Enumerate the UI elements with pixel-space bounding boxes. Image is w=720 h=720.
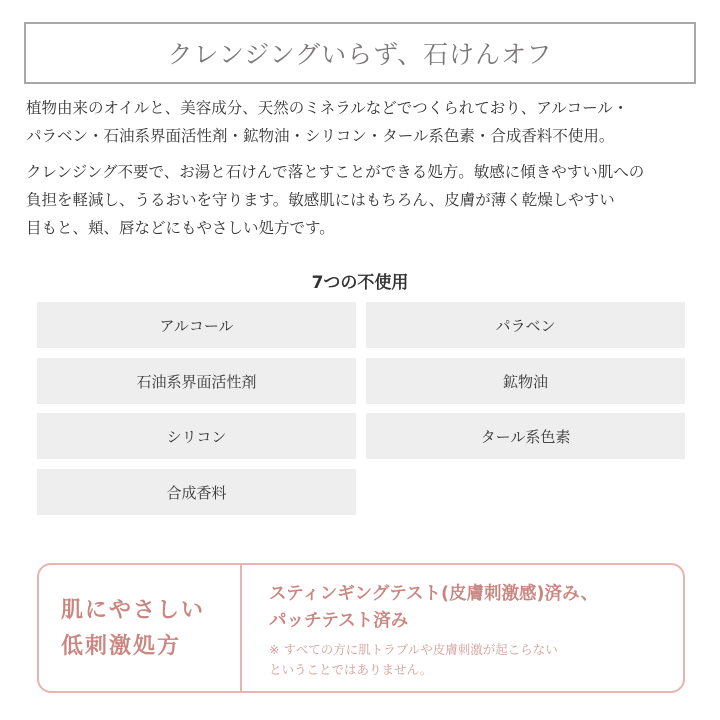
promo-headline-line: 肌にやさしい (61, 598, 206, 623)
low-irritation-box (37, 563, 685, 693)
intro-paragraph-2 (26, 158, 698, 242)
intro-line: 負担を軽減し、うるおいを守ります。敏感肌にはもちろん、皮膚が薄く乾燥しやすい (26, 191, 615, 209)
promo-test-line: スティンギングテスト(皮膚刺激感)済み、 (269, 584, 599, 604)
title-box (24, 22, 696, 84)
free-from-item-tar-dye: タール系色素 (366, 413, 685, 459)
free-from-item-fragrance: 合成香料 (37, 469, 356, 515)
intro-paragraph-1 (26, 94, 698, 150)
free-from-item-alcohol: アルコール (37, 302, 356, 348)
promo-test-line: パッチテスト済み (269, 611, 409, 631)
page-title: クレンジングいらず、石けんオフ (167, 40, 553, 69)
intro-line: クレンジング不要で、お湯と石けんで落とすことができる処方。敏感に傾きやすい肌への (26, 163, 645, 181)
promo-note-line: ということではありません。 (269, 662, 433, 677)
promo-divider (240, 565, 242, 691)
intro-line: 目もと、頬、唇などにもやさしい処方です。 (26, 219, 335, 237)
promo-tests (269, 581, 679, 635)
promo-headline (61, 593, 231, 665)
promo-headline-line: 低刺激処方 (61, 634, 182, 659)
promo-disclaimer (269, 640, 679, 680)
free-from-item-paraben: パラベン (366, 302, 685, 348)
promo-note-line: ※ すべての方に肌トラブルや皮膚刺激が起こらない (269, 642, 558, 657)
free-from-item-surfactant: 石油系界面活性剤 (37, 358, 356, 404)
free-from-item-silicone: シリコン (37, 413, 356, 459)
free-from-item-mineral-oil: 鉱物油 (366, 358, 685, 404)
intro-line: 植物由来のオイルと、美容成分、天然のミネラルなどでつくられており、アルコール・ (26, 99, 629, 117)
intro-line: パラベン・石油系界面活性剤・鉱物油・シリコン・タール系色素・合成香料不使用。 (26, 127, 615, 145)
free-from-title: 7つの不使用 (311, 273, 409, 293)
